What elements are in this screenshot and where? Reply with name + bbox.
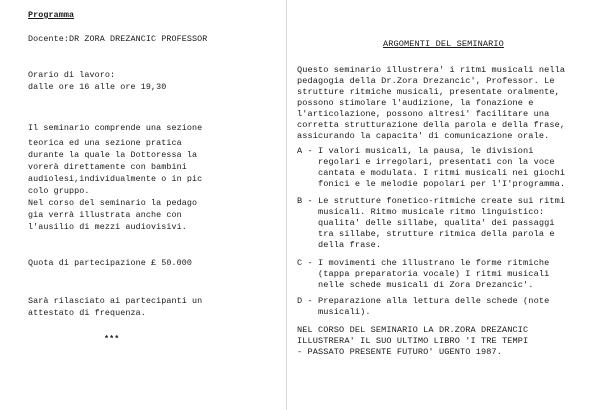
intro-line: strutture ritmiche musicali, presentate oralmente, <box>297 87 560 97</box>
body-line: Il seminario comprende una sezione <box>28 123 203 133</box>
closing-line: ILLUSTRERA' IL SUO ULTIMO LIBRO 'I TRE TEMPI <box>297 336 529 346</box>
programma-heading: Programma <box>28 10 75 20</box>
section-c-line: nelle schede musicali di Zora Drezancic'. <box>297 280 534 290</box>
intro-line: possono stimolare l'audizione, la fonazione e <box>297 98 534 108</box>
page-fold-divider <box>286 0 287 410</box>
body-line: Nel corso del seminario la pedago <box>28 198 198 208</box>
attestato-line: attestato di frequenza. <box>28 308 146 318</box>
section-b-line: qualita' delle sillabe, qualita' dei passaggi <box>297 218 555 228</box>
section-c-line: C - I movimenti che illustrano le forme ritmiche <box>297 258 550 268</box>
stars-ornament: *** <box>104 334 120 344</box>
docente-line: Docente:DR ZORA DREZANCIC PROFESSOR <box>28 34 208 44</box>
body-line: colo gruppo. <box>28 186 90 196</box>
body-line: teorica ed una sezione pratica <box>28 138 182 148</box>
section-b-line: B - Le strutture fonetico-ritmiche create sui ritmi <box>297 196 566 206</box>
section-a-line: fonici e le melodie popolari per l'I'programma. <box>297 179 566 189</box>
intro-line: Questo seminario illustrera' i ritmi musicali nella <box>297 65 566 75</box>
body-line: l'ausilio di mezzi audiovisivi. <box>28 222 187 232</box>
section-c-line: (tappa preparatoria vocale) I ritmi musicali <box>297 269 550 279</box>
closing-line: - PASSATO PRESENTE FUTURO' UGENTO 1987. <box>297 347 503 357</box>
section-d-line: D - Preparazione alla lettura delle schede (note <box>297 296 550 306</box>
section-d-line: musicali). <box>297 307 371 317</box>
closing-line: NEL CORSO DEL SEMINARIO LA DR.ZORA DREZANCIC <box>297 325 529 335</box>
orario-value: dalle ore 16 alle ore 19,30 <box>28 82 167 92</box>
body-line: gia verrà illustrata anche con <box>28 210 182 220</box>
section-b-line: tra sillabe, strutture ritmica della parola e <box>297 229 555 239</box>
section-a-line: regolari e irregolari, presentati con la voce <box>297 157 555 167</box>
intro-line: l'articolazione, possono altresi' facilitare una <box>297 109 550 119</box>
argomenti-heading: ARGOMENTI DEL SEMINARIO <box>383 39 504 49</box>
intro-line: corretta strutturazione della parola e della frase, <box>297 120 566 130</box>
section-b-line: della frase. <box>297 240 382 250</box>
body-line: audiolesi,individualmente o in pic <box>28 174 203 184</box>
orario-label: Orario di lavoro: <box>28 70 116 80</box>
body-line: durante la quale la Dottoressa la <box>28 150 198 160</box>
intro-line: pedagogia della Dr.Zora Drezancic', Professor. Le <box>297 76 555 86</box>
section-a-line: cantata e modulata. I ritmi musicali nei giochi <box>297 168 566 178</box>
quota-line: Quota di partecipazione £ 50.000 <box>28 258 193 268</box>
body-line: vorerà direttamente con bambini <box>28 162 187 172</box>
section-a-line: A - I valori musicali, la pausa, le divisioni <box>297 146 534 156</box>
intro-line: assicurando la capacita' di comunicazione orale. <box>297 131 550 141</box>
section-b-line: musicali. Ritmo musicale ritmo linguistico: <box>297 207 545 217</box>
attestato-line: Sarà rilasciato ai partecipanti un <box>28 296 203 306</box>
